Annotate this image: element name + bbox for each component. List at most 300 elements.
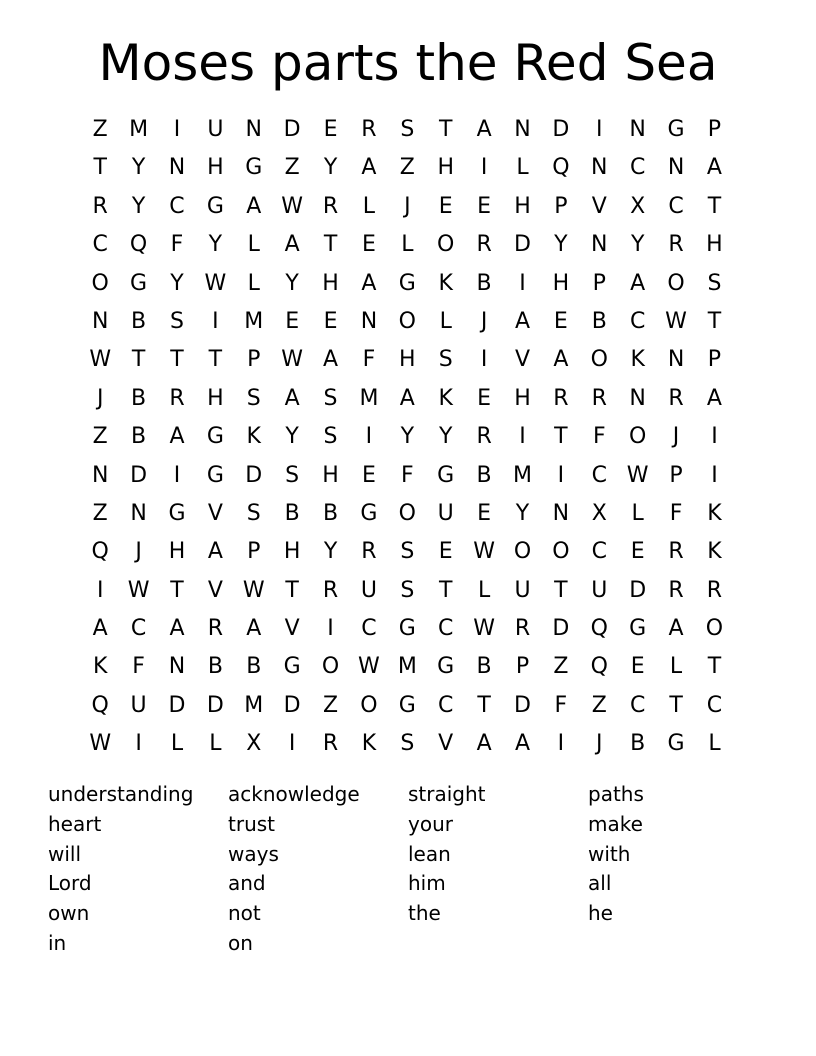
grid-letter[interactable]: K <box>246 424 261 450</box>
grid-letter[interactable]: B <box>591 308 607 334</box>
grid-letter[interactable]: N <box>514 117 531 142</box>
grid-letter[interactable]: V <box>438 731 454 757</box>
grid-letter[interactable]: C <box>668 193 684 219</box>
grid-letter[interactable]: L <box>362 193 376 219</box>
grid-letter[interactable]: B <box>476 270 492 296</box>
grid-letter[interactable]: I <box>711 462 718 488</box>
grid-letter[interactable]: T <box>131 347 146 373</box>
grid-letter[interactable]: H <box>322 270 339 296</box>
grid-letter[interactable]: Y <box>285 270 299 296</box>
grid-letter[interactable]: N <box>360 308 378 334</box>
grid-letter[interactable]: V <box>514 347 531 373</box>
grid-letter[interactable]: F <box>669 500 683 526</box>
grid-letter[interactable]: G <box>437 654 455 680</box>
grid-letter[interactable]: O <box>513 539 532 565</box>
grid-letter[interactable]: W <box>281 347 304 373</box>
grid-letter[interactable]: Y <box>131 155 146 181</box>
grid-letter[interactable]: X <box>591 500 607 526</box>
grid-letter[interactable]: T <box>707 308 722 334</box>
grid-letter[interactable]: W <box>242 577 265 603</box>
grid-letter[interactable]: C <box>591 539 607 565</box>
grid-letter[interactable]: M <box>359 385 379 411</box>
grid-letter[interactable]: H <box>514 193 531 219</box>
word-list-item: on <box>228 930 253 955</box>
grid-letter[interactable]: O <box>667 270 685 296</box>
grid-letter[interactable]: D <box>552 117 570 142</box>
grid-letter[interactable]: L <box>477 577 491 603</box>
grid-letter[interactable]: C <box>629 692 646 718</box>
grid-letter[interactable]: E <box>361 462 376 488</box>
grid-letter[interactable]: A <box>514 308 531 334</box>
grid-letter[interactable]: R <box>668 232 684 258</box>
grid-letter[interactable]: M <box>129 117 149 142</box>
grid-letter[interactable]: S <box>707 270 722 296</box>
grid-letter[interactable]: N <box>130 500 147 526</box>
grid-row <box>81 226 734 264</box>
grid-letter[interactable]: B <box>322 500 339 526</box>
grid-letter[interactable]: E <box>361 232 376 258</box>
grid-letter[interactable]: G <box>245 155 263 181</box>
grid-letter[interactable]: A <box>246 193 262 219</box>
grid-letter[interactable]: C <box>706 692 723 718</box>
grid-letter[interactable]: P <box>669 462 683 488</box>
grid-letter[interactable]: S <box>400 117 415 142</box>
grid-letter[interactable]: A <box>361 155 377 181</box>
grid-letter[interactable]: G <box>360 500 378 526</box>
grid-letter[interactable]: S <box>323 385 338 411</box>
grid-letter[interactable]: R <box>92 193 108 219</box>
grid-letter[interactable]: Y <box>208 232 223 258</box>
grid-letter[interactable]: X <box>630 193 646 219</box>
grid-letter[interactable]: I <box>173 117 181 142</box>
grid-letter[interactable]: O <box>437 232 455 258</box>
grid-letter[interactable]: J <box>596 731 603 757</box>
grid-letter[interactable]: H <box>168 539 186 565</box>
grid-letter[interactable]: O <box>629 424 647 450</box>
grid-letter[interactable]: V <box>207 500 223 526</box>
grid-letter[interactable]: R <box>514 616 531 642</box>
grid-letter[interactable]: J <box>96 385 104 411</box>
grid-letter[interactable]: D <box>514 232 531 258</box>
grid-letter[interactable]: Q <box>590 654 608 680</box>
grid-letter[interactable]: N <box>552 500 570 526</box>
grid-letter[interactable]: D <box>552 616 570 642</box>
grid-letter[interactable]: D <box>514 692 531 718</box>
grid-letter[interactable]: R <box>361 117 377 142</box>
grid-letter[interactable]: R <box>553 385 569 411</box>
grid-letter[interactable]: A <box>284 232 300 258</box>
grid-letter[interactable]: E <box>477 500 492 526</box>
grid-row <box>81 303 734 341</box>
grid-letter[interactable]: U <box>437 500 454 526</box>
grid-letter[interactable]: Y <box>438 424 453 450</box>
grid-letter[interactable]: A <box>630 270 646 296</box>
grid-letter[interactable]: Q <box>590 616 608 642</box>
grid-letter[interactable]: H <box>399 347 416 373</box>
grid-letter[interactable]: R <box>169 385 185 411</box>
grid-letter[interactable]: Y <box>131 193 146 219</box>
grid-letter[interactable]: Z <box>92 117 108 142</box>
grid-letter[interactable]: F <box>400 462 414 488</box>
grid-letter[interactable]: G <box>168 500 186 526</box>
grid-letter[interactable]: I <box>557 731 565 757</box>
grid-letter[interactable]: E <box>630 654 645 680</box>
grid-letter[interactable]: K <box>630 347 645 373</box>
grid-letter[interactable]: Y <box>323 539 338 565</box>
grid-letter[interactable]: D <box>245 462 263 488</box>
grid-letter[interactable]: N <box>667 347 685 373</box>
grid-letter[interactable]: I <box>557 462 565 488</box>
grid-letter[interactable]: P <box>707 347 722 373</box>
grid-letter[interactable]: N <box>591 155 608 181</box>
grid-letter[interactable]: R <box>476 232 492 258</box>
grid-letter[interactable]: Z <box>553 654 569 680</box>
grid-letter[interactable]: W <box>358 654 380 680</box>
grid-letter[interactable]: B <box>284 500 300 526</box>
grid-letter[interactable]: W <box>473 539 495 565</box>
grid-letter[interactable]: M <box>244 692 264 718</box>
grid-letter[interactable]: P <box>247 539 261 565</box>
grid-letter[interactable]: K <box>361 731 377 757</box>
grid-letter[interactable]: Z <box>323 692 339 718</box>
grid-letter[interactable]: S <box>438 347 453 373</box>
grid-letter[interactable]: A <box>668 616 684 642</box>
word-list-item: ways <box>228 841 279 866</box>
grid-letter[interactable]: A <box>476 117 492 142</box>
grid-letter[interactable]: G <box>206 193 224 219</box>
grid-letter[interactable]: R <box>706 577 723 603</box>
grid-letter[interactable]: R <box>476 424 492 450</box>
grid-letter[interactable]: W <box>665 308 687 334</box>
grid-letter[interactable]: K <box>438 385 453 411</box>
grid-letter[interactable]: U <box>130 692 147 718</box>
grid-letter[interactable]: L <box>401 232 414 258</box>
grid-letter[interactable]: I <box>96 577 104 603</box>
grid-letter[interactable]: G <box>437 462 455 488</box>
grid-letter[interactable]: U <box>591 577 608 603</box>
grid-letter[interactable]: U <box>207 117 224 142</box>
grid-letter[interactable]: I <box>596 117 603 142</box>
grid-letter[interactable]: G <box>667 117 685 142</box>
grid-letter[interactable]: T <box>554 577 568 603</box>
grid-letter[interactable]: F <box>554 692 568 718</box>
grid-letter[interactable]: W <box>473 616 495 642</box>
grid-letter[interactable]: H <box>283 539 301 565</box>
grid-letter[interactable]: A <box>706 385 722 411</box>
grid-letter[interactable]: V <box>207 577 223 603</box>
grid-letter[interactable]: C <box>361 616 377 642</box>
grid-letter[interactable]: I <box>135 731 142 757</box>
grid-letter[interactable]: Z <box>591 692 607 718</box>
grid-letter[interactable]: L <box>516 155 529 181</box>
grid-letter[interactable]: M <box>513 462 532 488</box>
grid-letter[interactable]: T <box>707 193 722 219</box>
grid-letter[interactable]: E <box>323 308 338 334</box>
grid-letter[interactable]: L <box>247 270 260 296</box>
grid-letter[interactable]: G <box>206 462 224 488</box>
grid-letter[interactable]: C <box>629 155 646 181</box>
grid-letter[interactable]: N <box>667 155 685 181</box>
grid-letter[interactable]: F <box>132 654 145 680</box>
grid-letter[interactable]: A <box>323 347 339 373</box>
word-list-item: straight <box>408 782 486 806</box>
grid-letter[interactable]: R <box>668 539 684 565</box>
grid-letter[interactable]: T <box>208 347 223 373</box>
grid-letter[interactable]: Y <box>285 424 299 450</box>
grid-letter[interactable]: M <box>397 654 417 680</box>
grid-letter[interactable]: P <box>707 117 722 142</box>
grid-letter[interactable]: I <box>711 424 718 450</box>
grid-letter[interactable]: A <box>284 385 300 411</box>
grid-letter[interactable]: I <box>519 424 526 450</box>
grid-letter[interactable]: O <box>590 347 608 373</box>
grid-letter[interactable]: A <box>553 347 569 373</box>
grid-letter[interactable]: G <box>398 270 416 296</box>
word-list-item: paths <box>588 782 644 806</box>
grid-letter[interactable]: H <box>207 155 224 181</box>
grid-letter[interactable]: H <box>514 385 531 411</box>
grid-letter[interactable]: N <box>168 155 186 181</box>
grid-letter[interactable]: B <box>207 654 223 680</box>
grid-letter[interactable]: R <box>207 616 224 642</box>
grid-letter[interactable]: V <box>284 616 300 642</box>
grid-letter[interactable]: R <box>668 577 684 603</box>
grid-letter[interactable]: S <box>400 539 415 565</box>
grid-letter[interactable]: Q <box>129 232 148 258</box>
grid-letter[interactable]: T <box>707 654 722 680</box>
grid-letter[interactable]: H <box>437 155 454 181</box>
grid-letter[interactable]: B <box>131 385 147 411</box>
grid-letter[interactable]: B <box>246 654 262 680</box>
grid-letter[interactable]: I <box>480 347 488 373</box>
grid-letter[interactable]: H <box>706 232 723 258</box>
grid-letter[interactable]: S <box>400 577 415 603</box>
grid-letter[interactable]: B <box>476 654 492 680</box>
grid-letter[interactable]: K <box>707 500 722 526</box>
grid-letter[interactable]: Y <box>630 232 645 258</box>
grid-letter[interactable]: L <box>631 500 644 526</box>
grid-letter[interactable]: N <box>629 117 646 142</box>
grid-letter[interactable]: Z <box>284 155 300 181</box>
grid-letter[interactable]: Z <box>399 155 415 181</box>
grid-letter[interactable]: U <box>514 577 531 603</box>
grid-letter[interactable]: E <box>477 193 492 219</box>
word-list-item: he <box>588 901 613 926</box>
grid-letter[interactable]: D <box>283 117 301 142</box>
grid-letter[interactable]: T <box>669 692 683 718</box>
grid-letter[interactable]: T <box>438 577 453 603</box>
grid-letter[interactable]: Y <box>323 155 338 181</box>
grid-letter[interactable]: F <box>170 232 184 258</box>
grid-letter[interactable]: G <box>283 654 301 680</box>
grid-letter[interactable]: O <box>705 616 724 642</box>
grid-row <box>81 687 734 725</box>
grid-letter[interactable]: E <box>285 308 300 334</box>
grid-letter[interactable]: J <box>480 308 488 334</box>
grid-letter[interactable]: R <box>322 731 339 757</box>
grid-letter[interactable]: W <box>89 347 112 373</box>
grid-letter[interactable]: T <box>323 232 338 258</box>
grid-letter[interactable]: R <box>361 539 377 565</box>
grid-letter[interactable]: W <box>127 577 150 603</box>
grid-letter[interactable]: R <box>322 193 339 219</box>
grid-letter[interactable]: G <box>130 270 148 296</box>
grid-letter[interactable]: O <box>552 539 570 565</box>
grid-letter[interactable]: G <box>667 731 685 757</box>
grid-letter[interactable]: E <box>630 539 645 565</box>
grid-letter[interactable]: W <box>89 731 112 757</box>
grid-letter[interactable]: B <box>476 462 492 488</box>
grid-letter[interactable]: S <box>285 462 300 488</box>
grid-letter[interactable]: I <box>327 616 334 642</box>
grid-letter[interactable]: K <box>92 654 108 680</box>
grid-letter[interactable]: B <box>131 424 147 450</box>
grid-row <box>81 111 734 149</box>
grid-letter[interactable]: L <box>669 654 683 680</box>
grid-letter[interactable]: E <box>438 193 453 219</box>
grid-letter[interactable]: N <box>91 462 109 488</box>
grid-letter[interactable]: O <box>321 654 340 680</box>
grid-letter[interactable]: T <box>438 117 453 142</box>
grid-letter[interactable]: L <box>439 308 452 334</box>
grid-letter[interactable]: C <box>169 193 185 219</box>
grid-letter[interactable]: N <box>591 232 608 258</box>
grid-letter[interactable]: W <box>281 193 304 219</box>
grid-letter[interactable]: A <box>476 731 492 757</box>
grid-letter[interactable]: E <box>477 385 492 411</box>
grid-letter[interactable]: Y <box>400 424 415 450</box>
grid-letter[interactable]: T <box>285 577 299 603</box>
grid-letter[interactable]: Z <box>92 500 108 526</box>
grid-letter[interactable]: A <box>169 424 185 450</box>
grid-letter[interactable]: Q <box>552 155 570 181</box>
grid-letter[interactable]: T <box>477 692 491 718</box>
grid-letter[interactable]: I <box>288 731 296 757</box>
grid-letter[interactable]: P <box>515 654 530 680</box>
grid-letter[interactable]: M <box>244 308 264 334</box>
grid-letter[interactable]: O <box>91 270 109 296</box>
grid-letter[interactable]: S <box>400 731 415 757</box>
grid-letter[interactable]: A <box>361 270 377 296</box>
grid-letter[interactable]: C <box>438 692 454 718</box>
grid-letter[interactable]: S <box>246 500 261 526</box>
grid-letter[interactable]: Z <box>92 424 108 450</box>
grid-letter[interactable]: I <box>173 462 181 488</box>
grid-letter[interactable]: H <box>207 385 224 411</box>
grid-letter[interactable]: B <box>131 308 147 334</box>
grid-letter[interactable]: K <box>438 270 453 296</box>
grid-letter[interactable]: W <box>626 462 649 488</box>
grid-letter[interactable]: B <box>630 731 646 757</box>
grid-letter[interactable]: D <box>283 692 301 718</box>
grid-letter[interactable]: X <box>246 731 262 757</box>
grid-letter[interactable]: A <box>706 155 722 181</box>
grid-letter[interactable]: O <box>360 692 378 718</box>
grid-letter[interactable]: H <box>322 462 339 488</box>
grid-letter[interactable]: C <box>591 462 607 488</box>
grid-letter[interactable]: N <box>629 385 646 411</box>
grid-letter[interactable]: A <box>514 731 531 757</box>
grid-letter[interactable]: A <box>92 616 108 642</box>
grid-letter[interactable]: A <box>399 385 415 411</box>
grid-letter[interactable]: R <box>591 385 607 411</box>
grid-letter[interactable]: I <box>212 308 219 334</box>
grid-letter[interactable]: N <box>245 117 262 142</box>
grid-letter[interactable]: J <box>672 424 680 450</box>
grid-letter[interactable]: Q <box>91 539 109 565</box>
grid-letter[interactable]: G <box>398 692 416 718</box>
grid-letter[interactable]: T <box>554 424 568 450</box>
grid-letter[interactable]: S <box>323 424 338 450</box>
grid-letter[interactable]: O <box>398 308 416 334</box>
grid-letter[interactable]: K <box>707 539 722 565</box>
grid-letter[interactable]: L <box>209 731 222 757</box>
grid-letter[interactable]: A <box>169 616 185 642</box>
grid-letter[interactable]: F <box>362 347 376 373</box>
grid-letter[interactable]: Q <box>91 692 109 718</box>
grid-letter[interactable]: C <box>438 616 454 642</box>
grid-letter[interactable]: E <box>553 308 568 334</box>
grid-letter[interactable]: U <box>360 577 377 603</box>
grid-letter[interactable]: P <box>592 270 606 296</box>
grid-letter[interactable]: N <box>91 308 109 334</box>
grid-letter[interactable]: P <box>247 347 261 373</box>
grid-letter[interactable]: R <box>322 577 339 603</box>
grid-letter[interactable]: A <box>207 539 223 565</box>
grid-letter[interactable]: F <box>592 424 606 450</box>
grid-letter[interactable]: T <box>170 347 184 373</box>
grid-letter[interactable]: J <box>404 193 411 219</box>
grid-letter[interactable]: D <box>130 462 148 488</box>
grid-letter[interactable]: T <box>170 577 184 603</box>
grid-letter[interactable]: Y <box>170 270 184 296</box>
grid-letter[interactable]: D <box>629 577 647 603</box>
grid-letter[interactable]: S <box>169 308 184 334</box>
grid-letter[interactable]: E <box>323 117 338 142</box>
grid-letter[interactable]: C <box>92 232 108 258</box>
grid-letter[interactable]: G <box>206 424 224 450</box>
grid-letter[interactable]: I <box>480 155 488 181</box>
grid-letter[interactable]: C <box>629 308 646 334</box>
grid-letter[interactable]: L <box>708 731 721 757</box>
grid-letter[interactable]: Y <box>554 232 568 258</box>
grid-letter[interactable]: R <box>668 385 684 411</box>
grid-letter[interactable]: S <box>246 385 261 411</box>
grid-letter[interactable]: G <box>629 616 647 642</box>
grid-letter[interactable]: G <box>398 616 416 642</box>
grid-letter[interactable]: C <box>130 616 147 642</box>
grid-letter[interactable]: D <box>168 692 186 718</box>
grid-letter[interactable]: H <box>552 270 570 296</box>
grid-letter[interactable]: O <box>398 500 416 526</box>
grid-letter[interactable]: V <box>591 193 607 219</box>
grid-letter[interactable]: W <box>204 270 227 296</box>
grid-letter[interactable]: E <box>438 539 453 565</box>
word-list-item: the <box>408 901 441 926</box>
grid-letter[interactable]: I <box>365 424 373 450</box>
grid-letter[interactable]: N <box>168 654 186 680</box>
grid-letter[interactable]: Y <box>515 500 530 526</box>
grid-letter[interactable]: L <box>170 731 184 757</box>
word-list-item: acknowledge <box>228 782 360 806</box>
grid-letter[interactable]: L <box>247 232 260 258</box>
grid-letter[interactable]: I <box>519 270 526 296</box>
grid-letter[interactable]: A <box>246 616 262 642</box>
grid-letter[interactable]: J <box>135 539 142 565</box>
grid-letter[interactable]: T <box>93 155 107 181</box>
grid-letter[interactable]: P <box>554 193 568 219</box>
grid-letter[interactable]: D <box>206 692 224 718</box>
